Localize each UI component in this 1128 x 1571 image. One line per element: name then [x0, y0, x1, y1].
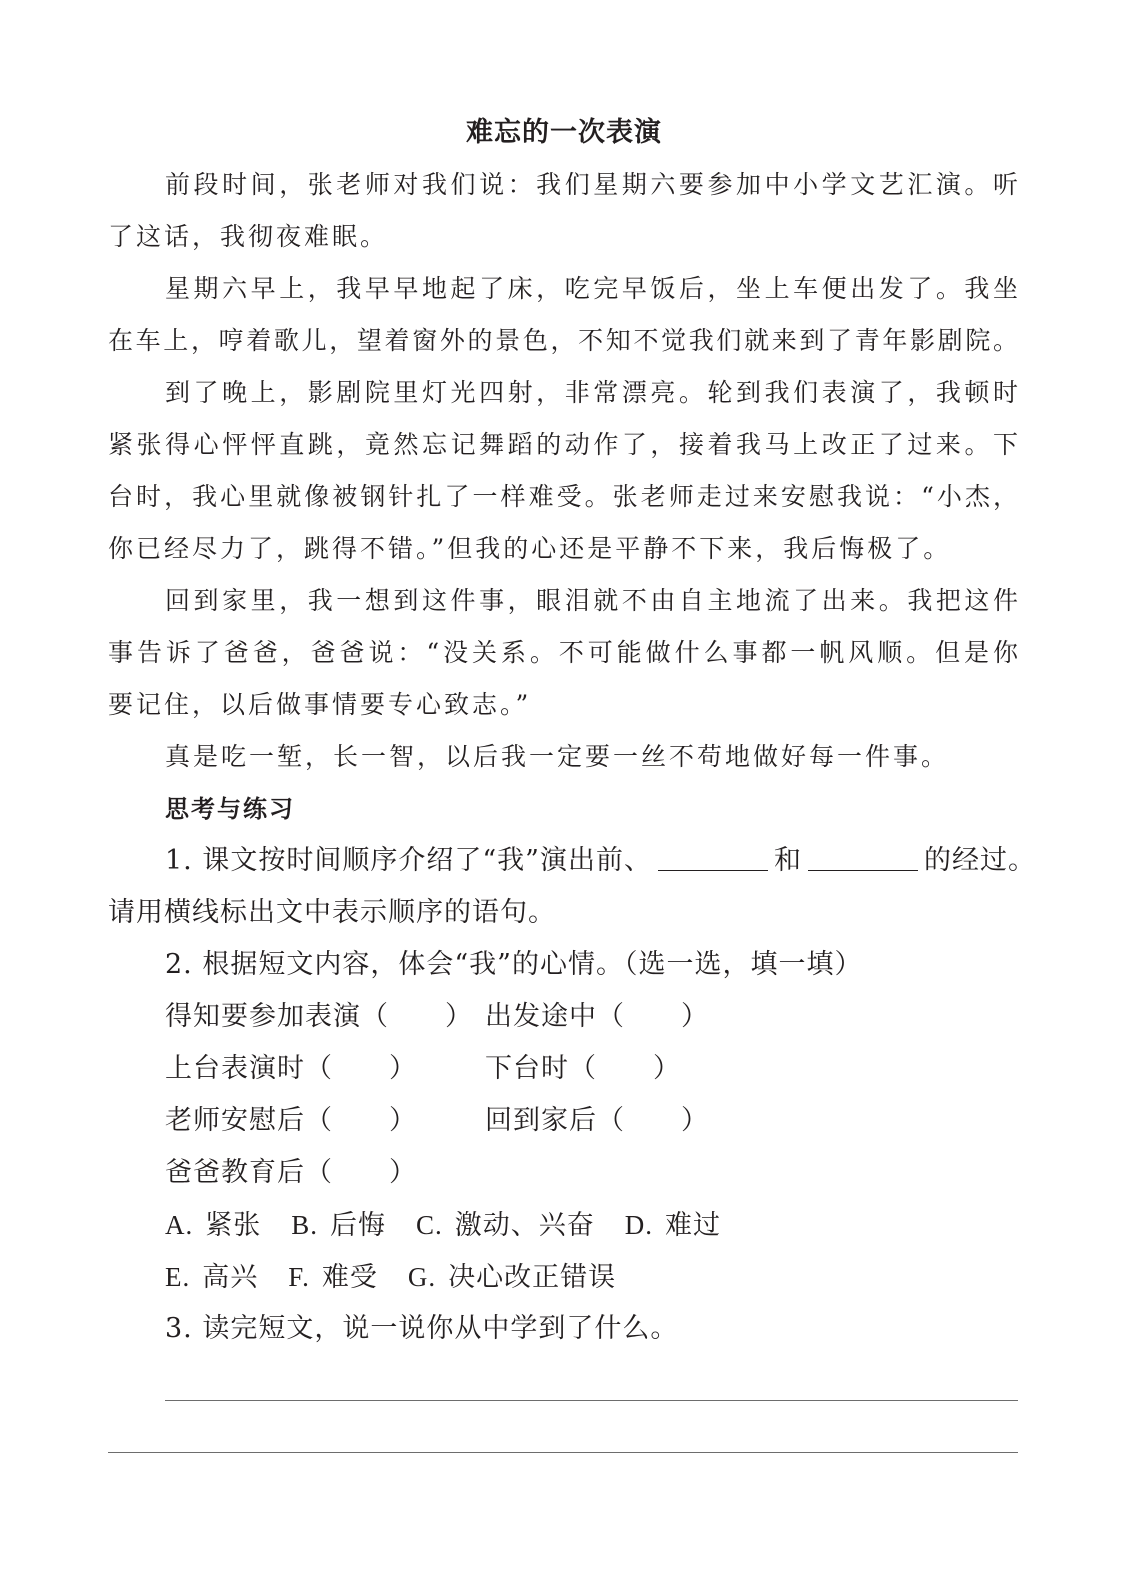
option-letter: B. — [291, 1210, 319, 1240]
option — [165, 1251, 258, 1304]
passage-line: 紧张得心怦怦直跳，竟然忘记舞蹈的动作了，接着我马上改正了过来。下 — [108, 430, 1018, 459]
mood-item-row — [108, 1147, 1018, 1199]
fill-blank — [808, 840, 918, 871]
question-1-text-after: 的经过。 — [923, 845, 1036, 876]
passage-line: 到了晚上，影剧院里灯光四射，非常漂亮。轮到我们表演了，我顿时 — [165, 378, 1018, 407]
passage-line: 事告诉了爸爸，爸爸说：“没关系。不可能做什么事都一帆风顺。但是你 — [108, 638, 1018, 667]
content-column — [108, 107, 1036, 1355]
paragraph — [108, 367, 1018, 575]
passage-line: 回到家里，我一想到这件事，眼泪就不由自主地流了出来。我把这件 — [165, 586, 1018, 615]
answer-line — [108, 1452, 1018, 1453]
option-row — [108, 1251, 1018, 1303]
question-3-prompt: 3. 读完短文，说一说你从中学到了什么。 — [165, 1313, 679, 1344]
option — [291, 1199, 386, 1252]
question-1-instruction: 请用横线标出文中表示顺序的语句。 — [108, 897, 556, 928]
passage-title: 难忘的一次表演 — [466, 117, 662, 148]
passage-line: 你已经尽力了，跳得不错。”但我的心还是平静不下来，我后悔极了。 — [108, 534, 952, 563]
paragraph — [108, 263, 1018, 367]
option — [165, 1199, 261, 1252]
passage-line: 在车上，哼着歌儿，望着窗外的景色，不知不觉我们就来到了青年影剧院。 — [108, 326, 1018, 355]
option-letter: C. — [416, 1210, 443, 1240]
passage-line: 星期六早上，我早早地起了床，吃完早饭后，坐上车便出发了。我坐 — [165, 274, 1018, 303]
mood-item: 回到家后（ ） — [485, 1105, 709, 1136]
option-text: 难受 — [321, 1262, 378, 1293]
question-1-line — [108, 835, 1036, 887]
mood-item-row — [108, 1095, 1018, 1147]
option-text: 高兴 — [202, 1262, 259, 1293]
option-text: 决心改正错误 — [448, 1262, 617, 1293]
option-letter: G. — [407, 1262, 437, 1292]
paragraph — [108, 731, 1018, 783]
paragraph — [108, 159, 1018, 263]
mood-item: 老师安慰后（ ） — [165, 1105, 417, 1136]
option-text: 后悔 — [330, 1210, 387, 1241]
question-1 — [108, 835, 1036, 939]
passage-line: 前段时间，张老师对我们说：我们星期六要参加中小学文艺汇演。听 — [165, 170, 1018, 199]
option-letter: D. — [624, 1210, 654, 1240]
option — [416, 1199, 595, 1252]
option — [625, 1199, 721, 1252]
question-2 — [108, 939, 1018, 1303]
fill-blank — [658, 840, 768, 871]
mood-item: 得知要参加表演（ ） — [165, 1001, 473, 1032]
option-text: 激动、兴奋 — [454, 1210, 595, 1241]
answer-line — [165, 1400, 1018, 1401]
option-text: 难过 — [665, 1210, 722, 1241]
mood-item: 上台表演时（ ） — [165, 1053, 417, 1084]
option — [408, 1251, 616, 1304]
option-row — [108, 1199, 1018, 1251]
mood-item: 爸爸教育后（ ） — [165, 1157, 417, 1188]
passage-line: 了这话，我彻夜难眠。 — [108, 222, 389, 251]
option — [288, 1251, 378, 1304]
question-2-prompt: 2. 根据短文内容，体会“我”的心情。（选一选，填一填） — [165, 949, 863, 980]
passage-line: 真是吃一堑，长一智，以后我一定要一丝不苟地做好每一件事。 — [165, 742, 950, 771]
mood-item-row — [108, 1043, 1018, 1095]
passage-line: 台时，我心里就像被钢针扎了一样难受。张老师走过来安慰我说：“小杰， — [108, 482, 1018, 511]
exercise-heading: 思考与练习 — [165, 795, 295, 823]
passage-line: 要记住，以后做事情要专心致志。” — [108, 690, 532, 719]
question-1-text-middle: 和 — [773, 845, 802, 876]
option-letter: F. — [288, 1262, 310, 1292]
mood-item-row — [108, 991, 1018, 1043]
mood-item: 出发途中（ ） — [485, 1001, 709, 1032]
mood-item: 下台时（ ） — [485, 1053, 681, 1084]
paragraph — [108, 575, 1018, 731]
question-1-text-before: 1. 课文按时间顺序介绍了“我”演出前、 — [165, 845, 652, 876]
option-letter: E. — [165, 1262, 191, 1292]
question-3 — [108, 1303, 1018, 1355]
option-letter: A. — [165, 1210, 194, 1240]
option-text: 紧张 — [205, 1210, 262, 1241]
